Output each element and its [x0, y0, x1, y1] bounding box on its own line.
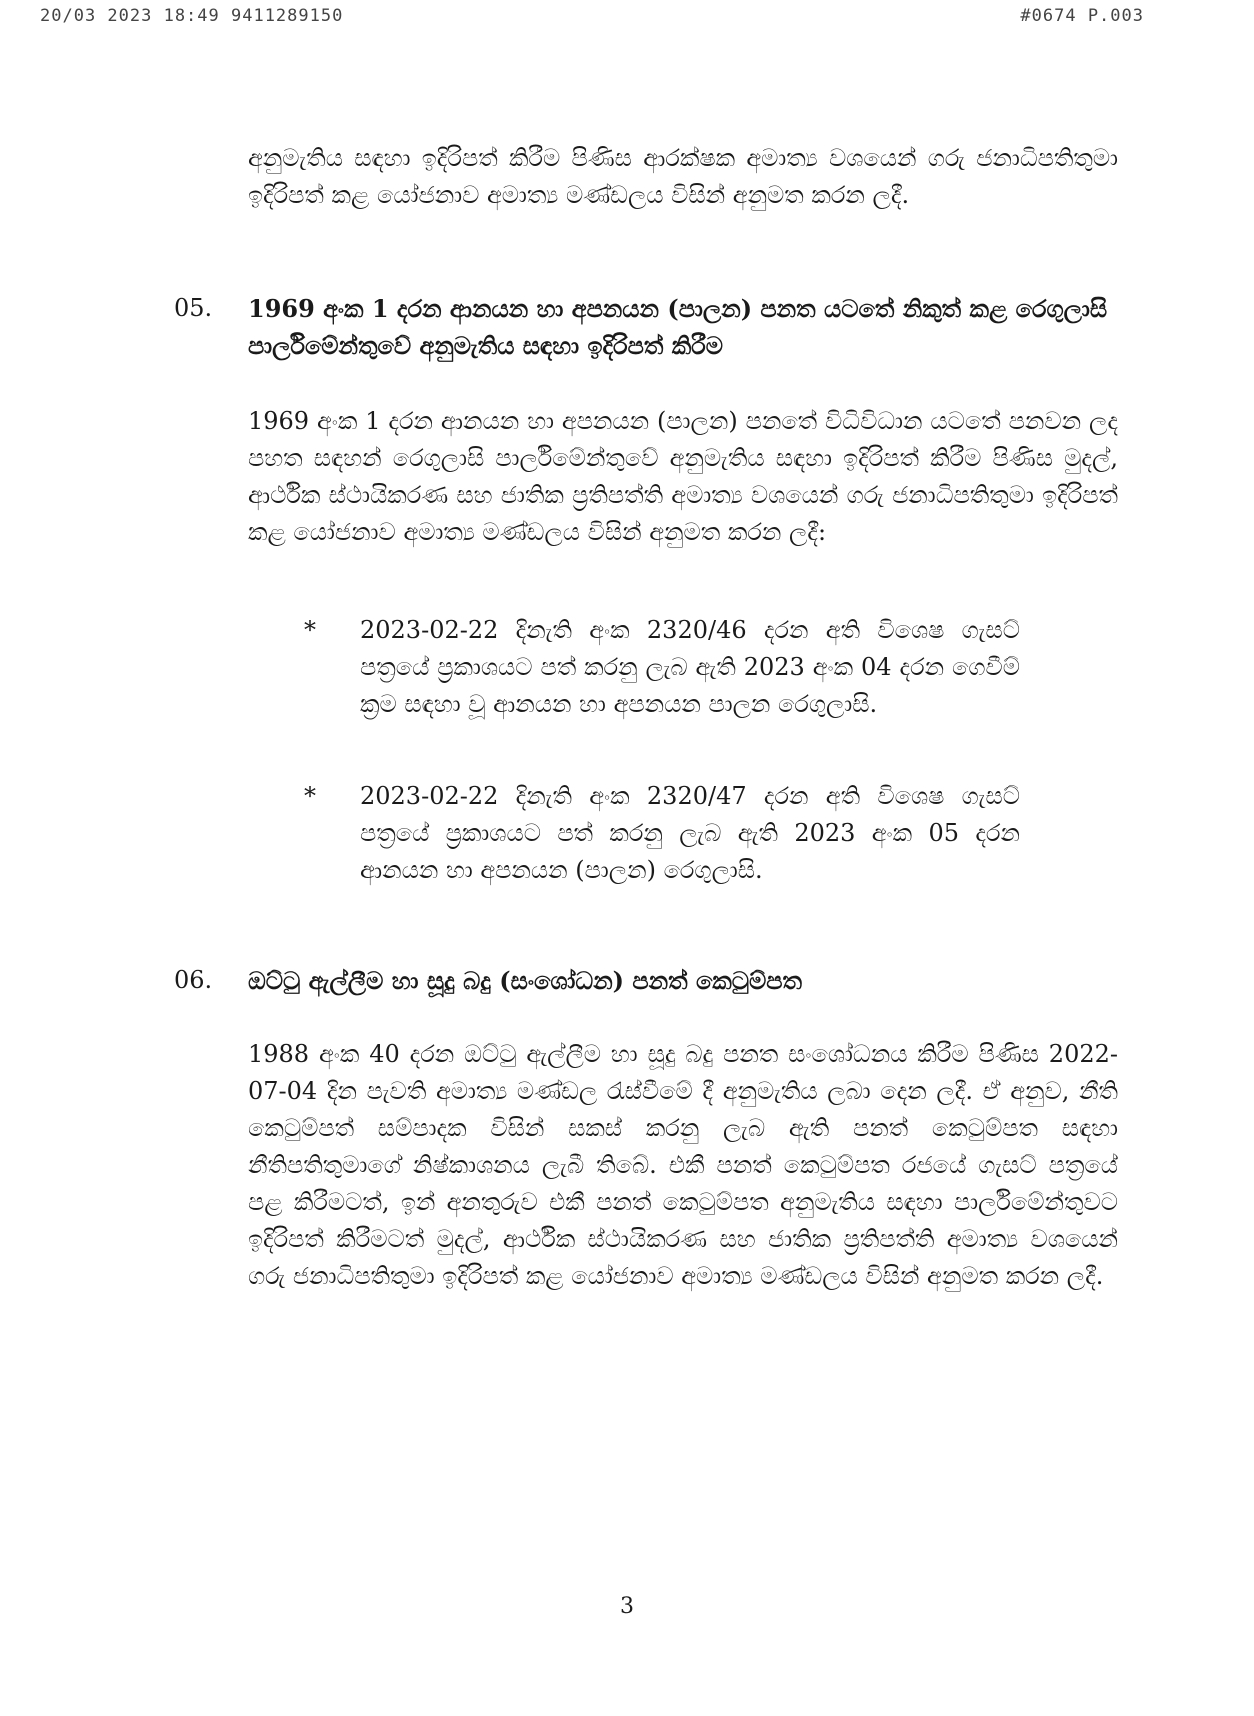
item-05-heading: 1969 අංක 1 දරන ආනයන හා අපනයන (පාලන) පනත යටතේ නිකුත් කළ රෙගුලාසි පාර්ලිමේන්තුවේ අනුමැතිය සඳහා ඉදිරිපත් කිරීම	[248, 294, 1108, 360]
page-number: 3	[620, 1594, 634, 1619]
item-06-heading: ඔට්ටු ඇල්ලීම හා සූදු බදු (සංශෝධන) පනත් කෙටුම්පත	[248, 966, 803, 995]
item-05-body: 1969 අංක 1 දරන ආනයන හා අපනයන (පාලන) පනතේ විධිවිධාන යටතේ පනවන ලද පහත සඳහන් රෙගුලාසි පාර්ලිමේන්තුවේ අනුමැතිය සඳහා ඉදිරිපත් කිරීම පිණිස මුදල්, ආර්ථික ස්ථායිකරණ සහ ජාතික ප්‍රතිපත්ති අමාත්‍ය වශයෙන් ගරු ජනාධිපතිතුමා ඉදිරිපත් කළ යෝජනාව අමාත්‍ය මණ්ඩලය විසින් අනුමත කරන ලදී:	[248, 407, 1118, 546]
bullet-marker: *	[304, 782, 316, 810]
bullet-marker: *	[304, 616, 316, 644]
fax-timestamp: 20/03 2023 18:49 9411289150	[40, 6, 344, 26]
item-05-number: 05.	[174, 294, 213, 322]
item-06-number: 06.	[174, 966, 213, 994]
intro-paragraph: අනුමැතිය සඳහා ඉදිරිපත් කිරීම පිණිස ආරක්ෂක අමාත්‍ය වශයෙන් ගරු ජනාධිපතිතුමා ඉදිරිපත් කළ යෝජනාව අමාත්‍ය මණ්ඩලය විසින් අනුමත කරන ලදී.	[248, 144, 1118, 209]
fax-page-ref: #0674 P.003	[1020, 6, 1144, 26]
bullet-item-2: 2023-02-22 දිනැති අංක 2320/47 දරන අති විශෙෂ ගැසට් පත්‍රයේ ප්‍රකාශයට පත් කරනු ලැබ ඇති 2023 අංක 05 දරන ආනයන හා අපනයන (පාලන) රෙගුලාසි.	[360, 782, 1020, 884]
item-06-body: 1988 අංක 40 දරන ඔට්ටු ඇල්ලීම හා සූදු බදු පනත සංශෝධනය කිරීම පිණිස 2022-07-04 දින පැවති අමාත්‍ය මණ්ඩල රැස්වීමේ දී අනුමැතිය ලබා දෙන ලදී. ඒ අනුව, නීති කෙටුම්පත් සම්පාදක විසින් සකස් කරනු ලැබ ඇති පනත් කෙටුම්පත සඳහා නීතිපතිතුමාගේ නිෂ්කාශනය ලැබී තිබේ. එකී පනත් කෙටුම්පත රජයේ ගැසට් පත්‍රයේ පළ කිරීමටත්, ඉන් අනතුරුව එකී පනත් කෙටුම්පත අනුමැතිය සඳහා පාර්ලිමේන්තුවට ඉදිරිපත් කිරීමටත් මුදල්, ආර්ථික ස්ථායිකරණ සහ ජාතික ප්‍රතිපත්ති අමාත්‍ය වශයෙන් ගරු ජනාධිපතිතුමා ඉදිරිපත් කළ යෝජනාව අමාත්‍ය මණ්ඩලය විසින් අනුමත කරන ලදී.	[248, 1040, 1118, 1290]
bullet-item-1: 2023-02-22 දිනැති අංක 2320/46 දරන අති විශෙෂ ගැසට් පත්‍රයේ ප්‍රකාශයට පත් කරනු ලැබ ඇති 2023 අංක 04 දරන ගෙවීම් ක්‍රම සඳහා වූ ආනයන හා අපනයන පාලන රෙගුලාසි.	[360, 616, 1020, 718]
